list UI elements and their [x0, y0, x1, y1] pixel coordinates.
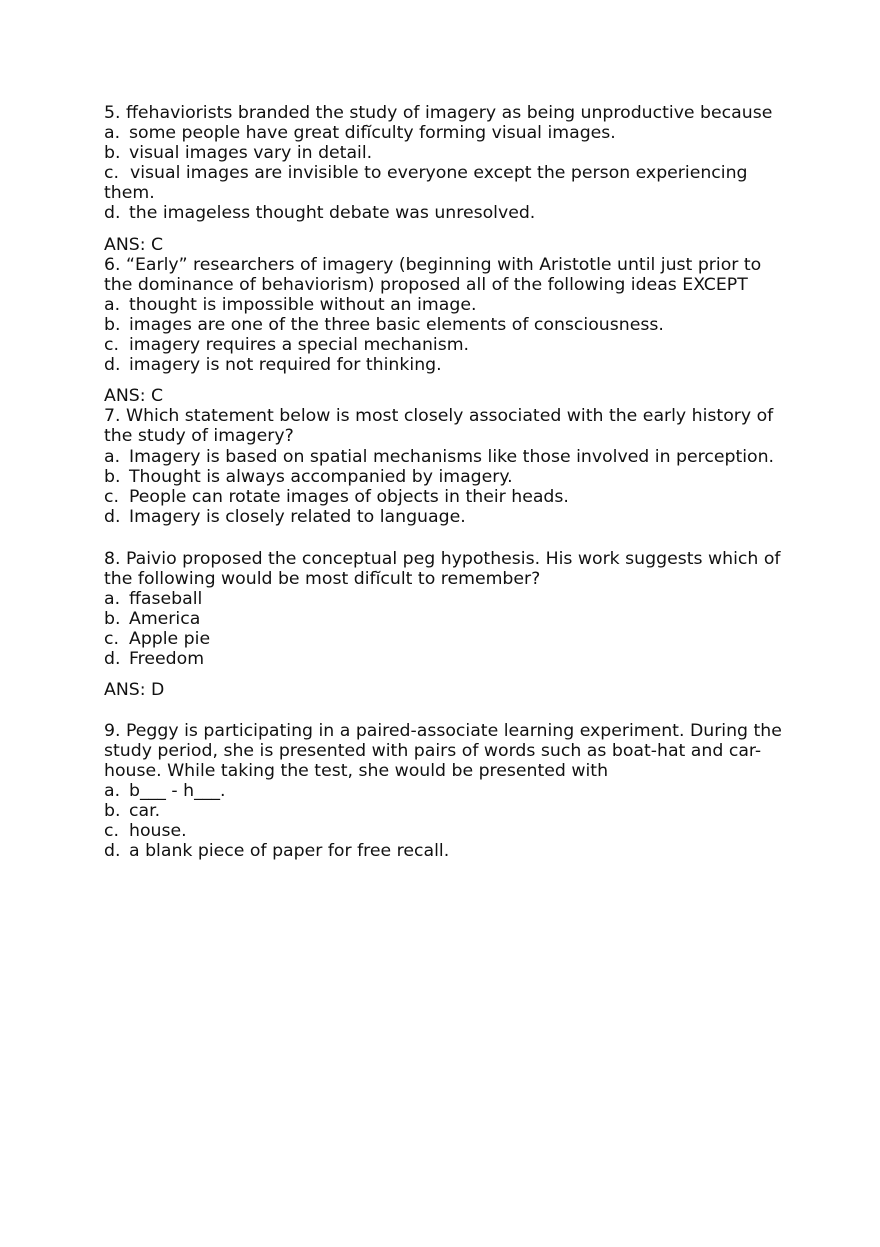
answer-key: ANS: D — [104, 680, 165, 701]
option-text: America — [129, 609, 201, 630]
option-letter: d. — [104, 841, 121, 862]
option-text: imagery requires a special mechanism. — [129, 335, 470, 356]
option-letter: a. — [104, 294, 121, 315]
question-number: 8. — [104, 548, 121, 569]
option-text: Freedom — [129, 649, 205, 670]
option-text: some people have great difĭculty forming visual images. — [129, 123, 616, 144]
option-letter: b. — [104, 314, 121, 335]
question-stem — [104, 103, 794, 123]
option-c — [104, 163, 794, 203]
option-letter: b. — [104, 143, 121, 164]
option-text: Imagery is closely related to language. — [129, 506, 466, 527]
option-d — [104, 203, 794, 223]
question-stem — [104, 406, 794, 446]
option-text: visual images vary in detail. — [129, 143, 373, 164]
question-stem — [104, 549, 794, 589]
question-number: 9. — [104, 720, 121, 741]
option-letter: b. — [104, 466, 121, 487]
question-number: 5. — [104, 103, 121, 123]
document-page — [104, 103, 794, 861]
option-letter: d. — [104, 506, 121, 527]
option-letter: a. — [104, 589, 121, 610]
option-b — [104, 315, 794, 335]
option-letter: c. — [104, 163, 119, 184]
option-letter: c. — [104, 335, 119, 356]
option-c — [104, 335, 794, 355]
question-stem — [104, 255, 794, 295]
option-text: visual images are invisible to everyone except the person experiencing them. — [104, 163, 748, 204]
option-a — [104, 123, 794, 143]
option-a — [104, 295, 794, 315]
option-b — [104, 467, 794, 487]
question-9 — [104, 721, 794, 862]
option-letter: d. — [104, 649, 121, 670]
question-text: Which statement below is most closely associated with the early history of the study of imagery? — [104, 406, 774, 447]
question-text: ffehaviorists branded the study of imagery as being unproductive because — [126, 103, 773, 123]
question-number: 7. — [104, 406, 121, 427]
option-text: a blank piece of paper for free recall. — [129, 841, 450, 862]
option-c — [104, 487, 794, 507]
option-text: ffaseball — [129, 589, 203, 610]
option-text: the imageless thought debate was unresolved. — [129, 203, 536, 224]
option-letter: c. — [104, 821, 119, 841]
option-letter: d. — [104, 203, 121, 224]
answer-key: ANS: C — [104, 234, 164, 255]
option-letter: b. — [104, 609, 121, 630]
option-text: Apple pie — [129, 629, 211, 650]
option-letter: a. — [104, 123, 121, 144]
question-text: “Early” researchers of imagery (beginning with Aristotle until just prior to the dominance of behaviorism) proposed all of the following ideas EXCEPT — [104, 254, 762, 295]
option-b — [104, 801, 794, 821]
question-5 — [104, 103, 794, 255]
option-text: images are one of the three basic elements of consciousness. — [129, 314, 664, 335]
option-letter: a. — [104, 780, 121, 801]
option-a — [104, 589, 794, 609]
option-d — [104, 841, 794, 861]
question-8 — [104, 549, 794, 701]
option-letter: c. — [104, 629, 119, 650]
question-text: Paivio proposed the conceptual peg hypothesis. His work suggests which of the following would be most difĭcult to remember? — [104, 548, 781, 589]
option-b — [104, 143, 794, 163]
option-d — [104, 355, 794, 375]
option-letter: c. — [104, 486, 119, 507]
option-text: imagery is not required for thinking. — [129, 355, 442, 376]
option-d — [104, 649, 794, 669]
option-text: car. — [129, 800, 161, 821]
option-a — [104, 447, 794, 467]
option-d — [104, 507, 794, 527]
option-a — [104, 781, 794, 801]
question-7 — [104, 406, 794, 527]
question-stem — [104, 721, 794, 781]
question-6 — [104, 255, 794, 407]
option-text: Imagery is based on spatial mechanisms like those involved in perception. — [129, 446, 775, 467]
option-c — [104, 821, 794, 841]
answer-key: ANS: C — [104, 386, 164, 407]
option-letter: a. — [104, 446, 121, 467]
option-text: People can rotate images of objects in their heads. — [129, 486, 569, 507]
option-text: b___ - h___. — [129, 780, 226, 801]
option-text: house. — [129, 821, 187, 841]
option-text: thought is impossible without an image. — [129, 294, 477, 315]
option-text: Thought is always accompanied by imagery. — [129, 466, 513, 487]
option-c — [104, 629, 794, 649]
option-letter: d. — [104, 355, 121, 376]
question-text: Peggy is participating in a paired-associate learning experiment. During the study period, she is presented with pairs of words such as boat-hat and car-house. While taking the test, she would be presented with — [104, 720, 782, 781]
question-number: 6. — [104, 254, 121, 275]
option-letter: b. — [104, 800, 121, 821]
option-b — [104, 609, 794, 629]
